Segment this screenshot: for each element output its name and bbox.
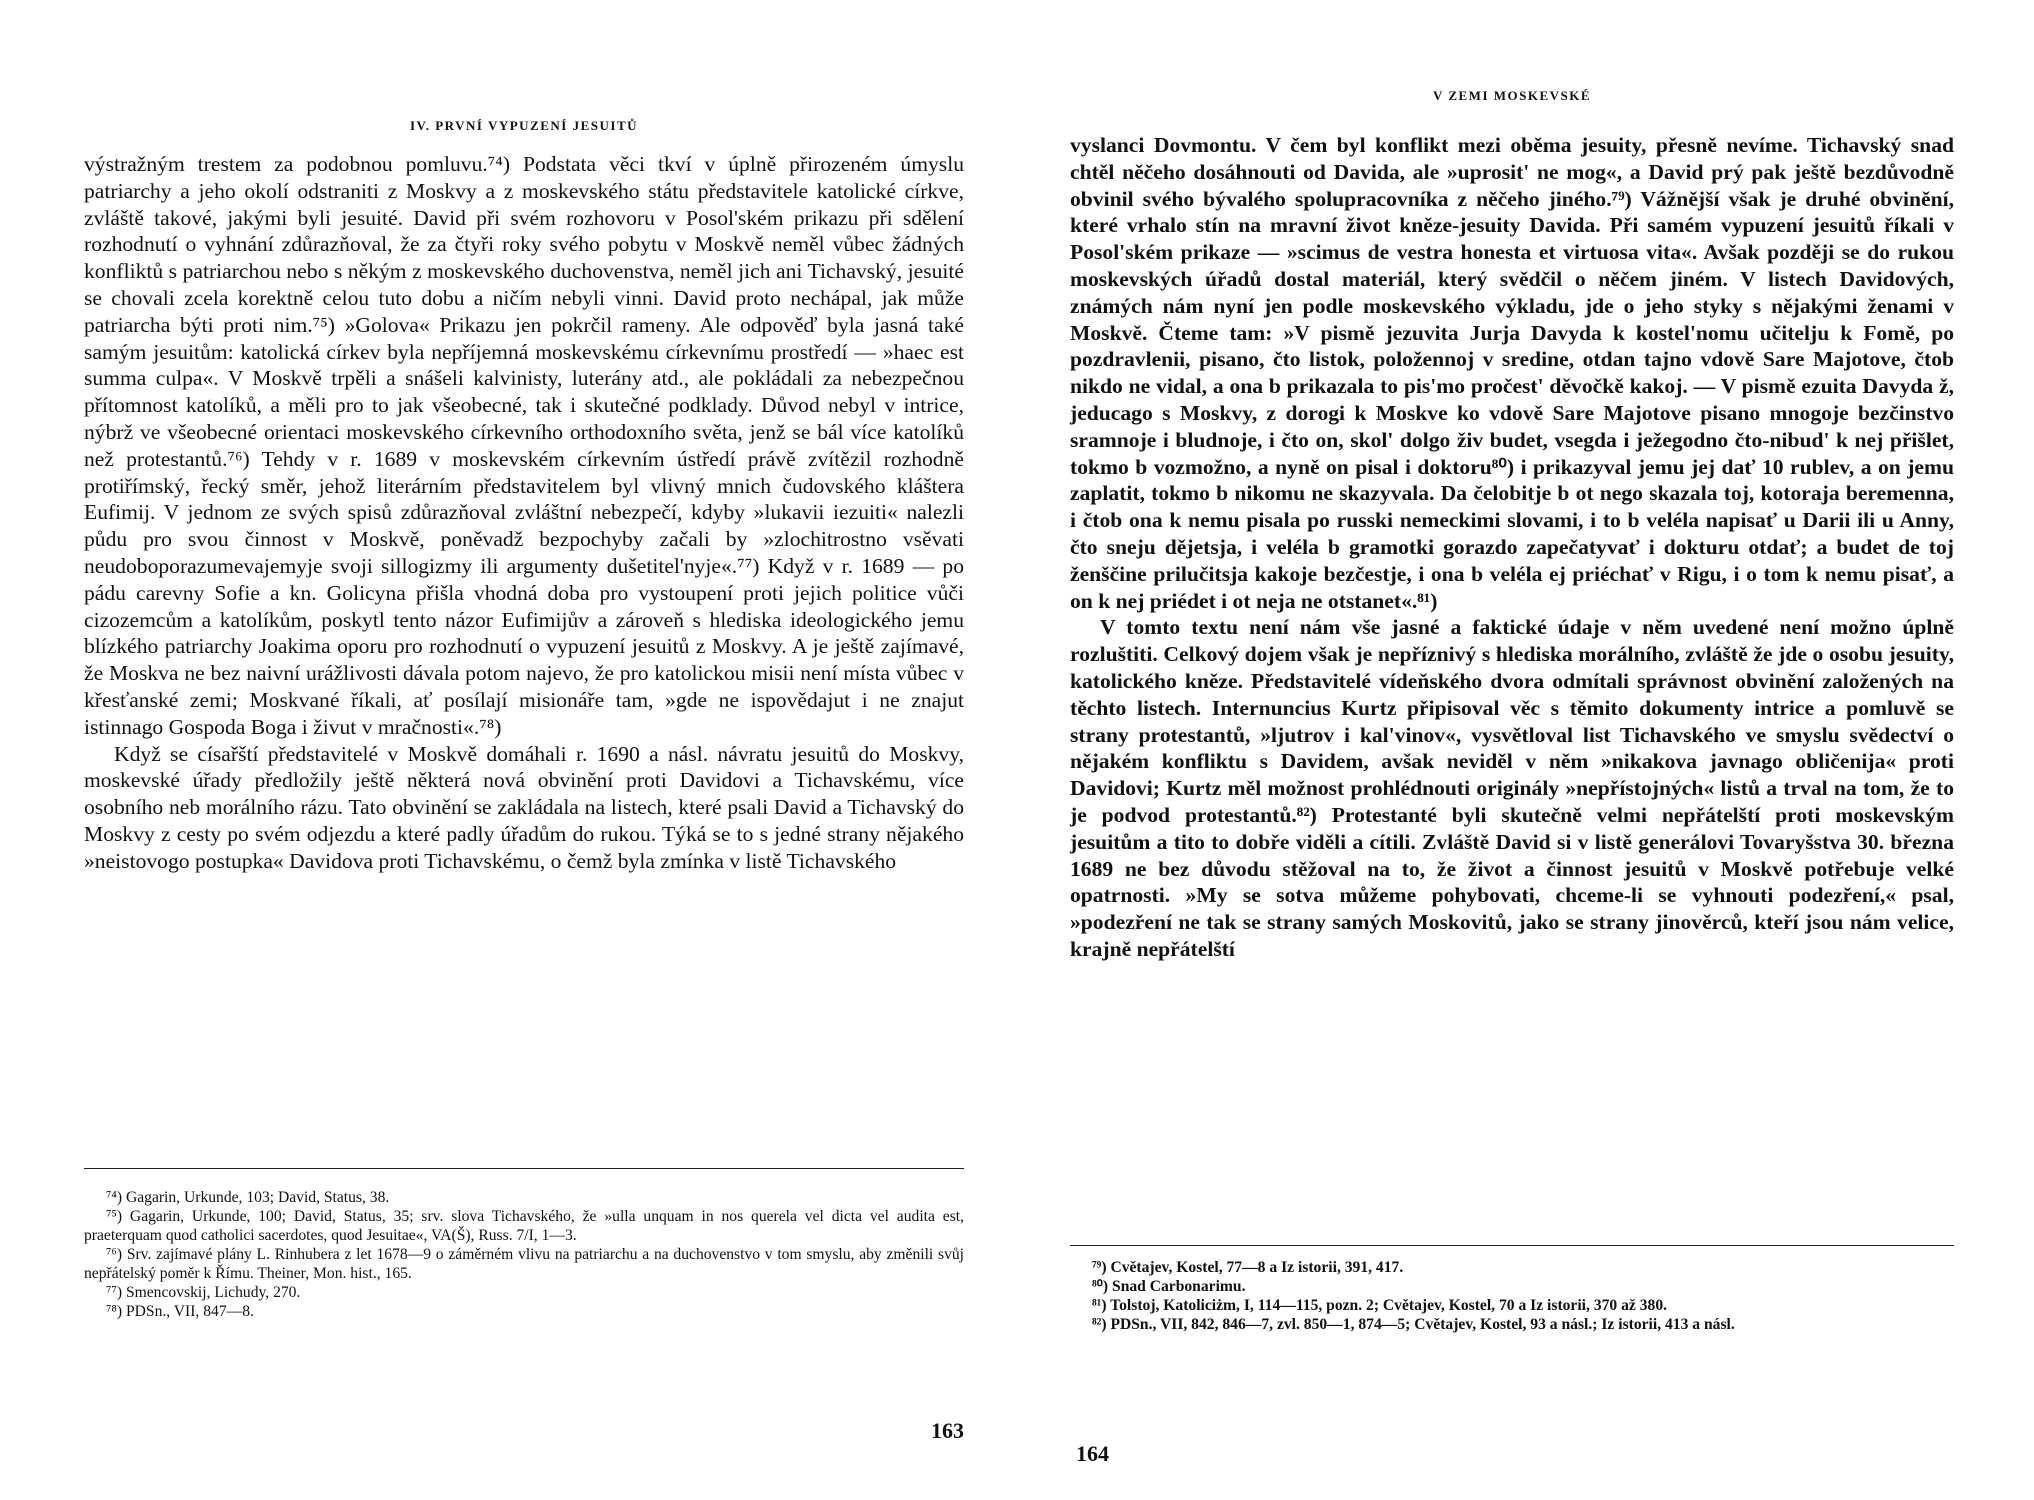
footnote: ⁷⁷) Smencovskij, Lichudy, 270. <box>106 1284 301 1301</box>
running-head: IV. PRVNÍ VYPUZENÍ JESUITŮ <box>409 118 639 133</box>
page-number: 163 <box>931 1418 964 1443</box>
footnote: ⁸²) PDSn., VII, 842, 846—7, zvl. 850—1, 874—5; Cvětajev, Kostel, 93 a násl.; Iz istorii, 413 a násl. <box>1092 1316 1735 1333</box>
footnote: ⁷⁹) Cvětajev, Kostel, 77—8 a Iz istorii, 391, 417. <box>1092 1259 1404 1276</box>
body-text <box>1070 132 1954 963</box>
body-text <box>84 151 964 875</box>
footnotes <box>84 1188 964 1321</box>
footnote: ⁸⁰) Snad Carbonarimu. <box>1092 1278 1246 1295</box>
paragraph: vyslanci Dovmontu. V čem byl konflikt mezi oběma jesuity, přesně nevíme. Tichavský snad chtěl něčeho dosáhnouti od Davida, ale »uprosit' ne mog«, a David prý pak ještě bezdůvodně obvinil svého bývalého spolupracovníka z něčeho jiného.⁷⁹) Vážnější však je druhé obvinění, které vrhalo stín na mravní život kněze-jesuity Davida. Při samém vypuzení jesuitů říkali v Posol'ském prikaze — »scimus de vestra honesta et virtuosa vita«. Avšak později se do rukou moskevských úřadů dostal materiál, který svědčil o něčem jiném. V listech Davidových, známých nám nyní jen podle moskevského výkladu, jde o jeho styky s nějakými ženami v Moskvě. Čteme tam: »V pismě jezuvita Jurja Davyda k kostel'nomu učitelju k Fomě, po pozdravlenii, pisano, čto listok, položennoj v sredine, otdan tajno vdově Sare Majotove, čtob nikdo ne vidal, a ona b prikazala to pis'mo pročest' děvočkě kakoj. — V pismě ezuita Davyda ž, jeducago s Moskvy, z dorogi k Moskve ko vdově Sare Majotove pisano mnogoje bezčinstvo sramnoje i bludnoje, i čto on, skol' dolgo živ budet, vsegda i ježegodno čto-nibud' k nej přišlet, tokmo b vozmožno, a nyně on pisal i doktoru⁸⁰) i prikazyval jemu jej dať 10 rublev, a on jemu zaplatit, tokmo b nikomu ne skazyvala. Da čelobitje b ot nego skazala toj, kotoraja beremenna, i čtob ona k nemu pisala po russki nemeckimi slovami, i to b veléla napisať u Darii ili u Anny, čto sneju dějetsja, i veléla b gramotki gorazdo zapečatyvať i dokturu otdať; a budet de toj ženščine prilučitsja kakoje bezčestje, i ona b veléla ej priéchať v Rigu, i o tom k nemu pisať, a on k nej priédet i ot neja ne otstanet«.⁸¹) <box>1070 133 1954 613</box>
running-head: V ZEMI MOSKEVSKÉ <box>1432 88 1592 103</box>
footnote: ⁷⁶) Srv. zajímavé plány L. Rinhubera z let 1678—9 o záměrném vlivu na patriarchu a na duchovenstvo v tom smyslu, aby změnili svůj nepřátelský poměr k Římu. Theiner, Mon. hist., 165. <box>84 1246 964 1282</box>
footnote-divider <box>1070 1245 1954 1246</box>
footnote: ⁷⁸) PDSn., VII, 847—8. <box>106 1303 254 1320</box>
footnotes <box>1070 1258 1954 1334</box>
paragraph: Když se císařští představitelé v Moskvě domáhali r. 1690 a násl. návratu jesuitů do Moskvy, moskevské úřady předložily ještě některá nová obvinění proti Davidovi a Tichavskému, více osobního neb morálního rázu. Tato obvinění se zakládala na listech, které psali David a Tichavský do Moskvy z cesty po svém odjezdu a které padly úřadům do rukou. Týká se to s jedné strany nějakého »neistovogo postupka« Davidova proti Tichavskému, o čemž byla zmínka v listě Tichavského <box>84 741 964 873</box>
left-page <box>84 0 964 1500</box>
right-page <box>1070 0 1954 1500</box>
paragraph: V tomto textu není nám vše jasné a faktické údaje v něm uvedené není možno úplně rozluštiti. Celkový dojem však je nepříznivý s hlediska morálního, zvláště že jde o osobu jesuity, katolického kněze. Představitelé vídeňského dvora odmítali správnost obvinění založených na těchto listech. Internuncius Kurtz připisoval věc s těmito dokumenty intrice a pomluvě se strany protestantů, »ljutrov i kal'vinov«, vysvětloval list Tichavského ve smyslu svědectví o nějakém konfliktu s Davidem, avšak neviděl v něm »nikakova javnago obličenija« proti Davidovi; Kurtz měl možnost prohlédnouti originály »nepřístojných« listů a trval na tom, že to je podvod protestantů.⁸²) Protestanté byli skutečně velmi nepřátelští proti moskevským jesuitům a tito to dobře viděli a cítili. Zvláště David si v listě generálovi Tovaryšstva 30. března 1689 ne bez důvodu stěžoval na to, že život a činnost jesuitů v Moskvě potřebuje velké opatrnosti. »My se sotva můžeme pohybovati, chceme-li se vyhnouti podezření,« psal, »podezření ne tak se strany samých Moskovitů, jako se strany jinověrců, kteří jsou nám velice, krajně nepřátelští <box>1070 615 1954 961</box>
footnote: ⁸¹) Tolstoj, Katoliciżm, I, 114—115, pozn. 2; Cvětajev, Kostel, 70 a Iz istorii, 370 až 380. <box>1092 1297 1668 1314</box>
paragraph: výstražným trestem za podobnou pomluvu.⁷⁴) Podstata věci tkví v úplně přirozeném úmyslu patriarchy a jeho okolí odstraniti z Moskvy a z moskevského státu představitele katolické církve, zvláště takové, jakými byli jesuité. David při svém rozhovoru v Posol'ském prikazu při sdělení rozhodnutí o vyhnání zdůrazňoval, že za čtyři roky svého pobytu v Moskvě neměl vůbec žádných konfliktů s patriarchou nebo s někým z moskevského duchovenstva, neměl jich ani Tichavský, jesuité se chovali zcela korektně celou tuto dobu a ničím nebyli vinni. David proto nechápal, jak může patriarcha býti proti nim.⁷⁵) »Golova« Prikazu jen pokrčil rameny. Ale odpověď byla jasná také samým jesuitům: katolická církev byla nepříjemná moskevskému církevnímu prostředí — »haec est summa culpa«. V Moskvě trpěli a snášeli kalvinisty, luterány atd., ale pokládali za nebezpečnou přítomnost katolíků, a měli pro to jak všeobecné, tak i skutečné podklady. Důvod nebyl v intrice, nýbrž ve všeobecné orientaci moskevského církevního orthodoxního světa, jenž se bál více katolíků než protestantů.⁷⁶) Tehdy v r. 1689 v moskevském církevním ústředí právě zvítězil rozhodně protiřímský, řecký směr, jehož literárním představitelem byl vlivný mnich čudovského kláštera Eufimij. V jednom ze svých spisů zdůrazňoval zvláštní nebezpečí, kdyby »lukavii iezuiti« nalezli půdu pro svou činnost v Moskvě, poněvadž bezpochyby začali by »zlochitrostno vsěvati neudoboporazumevajemyje svoji sillogizmy ili argumenty dušetitel'nyje«.⁷⁷) Když v r. 1689 — po pádu carevny Sofie a kn. Golicyna přišla vhodná doba pro vystoupení proti jejich politice vůči cizozemcům a katolíkům, poskytl tento názor Eufimijův a zároveň s hlediska ideologického jemu blízkého patriarchy Joakima oporu pro rozhodnutí o vypuzení jesuitů z Moskvy. A je ještě zajímavé, že Moskva ne bez naivní urážlivosti dávala potom najevo, že pro katolickou misii není místa vůbec v křesťanské zemi; Moskvané říkali, ať posílají misionáře tam, »gde ne ispovědajut i ne znajut istinnago Gospoda Boga i živut v mračnosti«.⁷⁸) <box>84 152 964 739</box>
footnote-divider <box>84 1168 964 1169</box>
footnote: ⁷⁴) Gagarin, Urkunde, 103; David, Status, 38. <box>106 1189 390 1206</box>
page-number: 164 <box>1076 1441 1109 1466</box>
footnote: ⁷⁵) Gagarin, Urkunde, 100; David, Status, 35; srv. slova Tichavského, že »ulla unquam in nos querela vel dicta vel audita est, praeterquam quod catholici sacerdotes, quod Jesuitae«, VA(Š), Russ. 7/I, 1—3. <box>84 1208 964 1244</box>
